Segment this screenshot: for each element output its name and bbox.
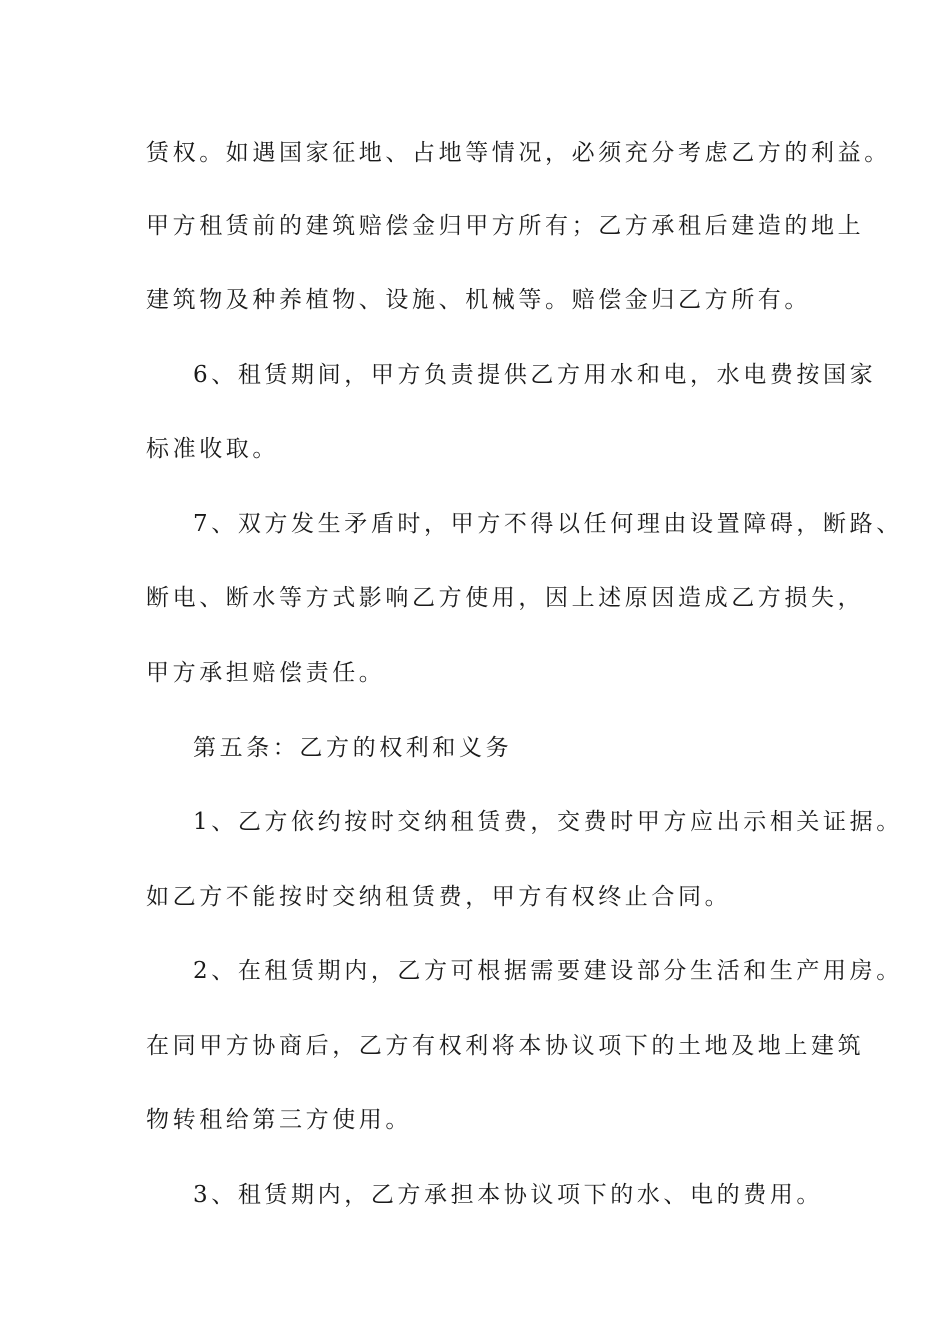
clause-1-line: 1、乙方依约按时交纳租赁费，交费时甲方应出示相关证据。 xyxy=(193,809,903,835)
text-line: 物转租给第三方使用。 xyxy=(146,1107,412,1133)
text-line: 标准收取。 xyxy=(146,436,279,462)
clause-6-line: 6、租赁期间，甲方负责提供乙方用水和电，水电费按国家 xyxy=(193,362,877,388)
text-line: 甲方租赁前的建筑赔偿金归甲方所有；乙方承租后建造的地上 xyxy=(146,213,865,239)
text-line: 断电、断水等方式影响乙方使用，因上述原因造成乙方损失， xyxy=(146,585,865,611)
section-heading: 第五条：乙方的权利和义务 xyxy=(193,735,513,761)
clause-3-line: 3、租赁期内，乙方承担本协议项下的水、电的费用。 xyxy=(193,1182,824,1208)
text-line: 甲方承担赔偿责任。 xyxy=(146,660,386,686)
text-line: 建筑物及种养植物、设施、机械等。赔偿金归乙方所有。 xyxy=(146,287,811,313)
text-line: 如乙方不能按时交纳租赁费，甲方有权终止合同。 xyxy=(146,884,732,910)
clause-2-line: 2、在租赁期内，乙方可根据需要建设部分生活和生产用房。 xyxy=(193,958,903,984)
clause-7-line: 7、双方发生矛盾时，甲方不得以任何理由设置障碍，断路、 xyxy=(193,511,903,537)
text-line: 在同甲方协商后，乙方有权利将本协议项下的土地及地上建筑 xyxy=(146,1033,865,1059)
text-line: 赁权。如遇国家征地、占地等情况，必须充分考虑乙方的利益。 xyxy=(146,140,891,166)
